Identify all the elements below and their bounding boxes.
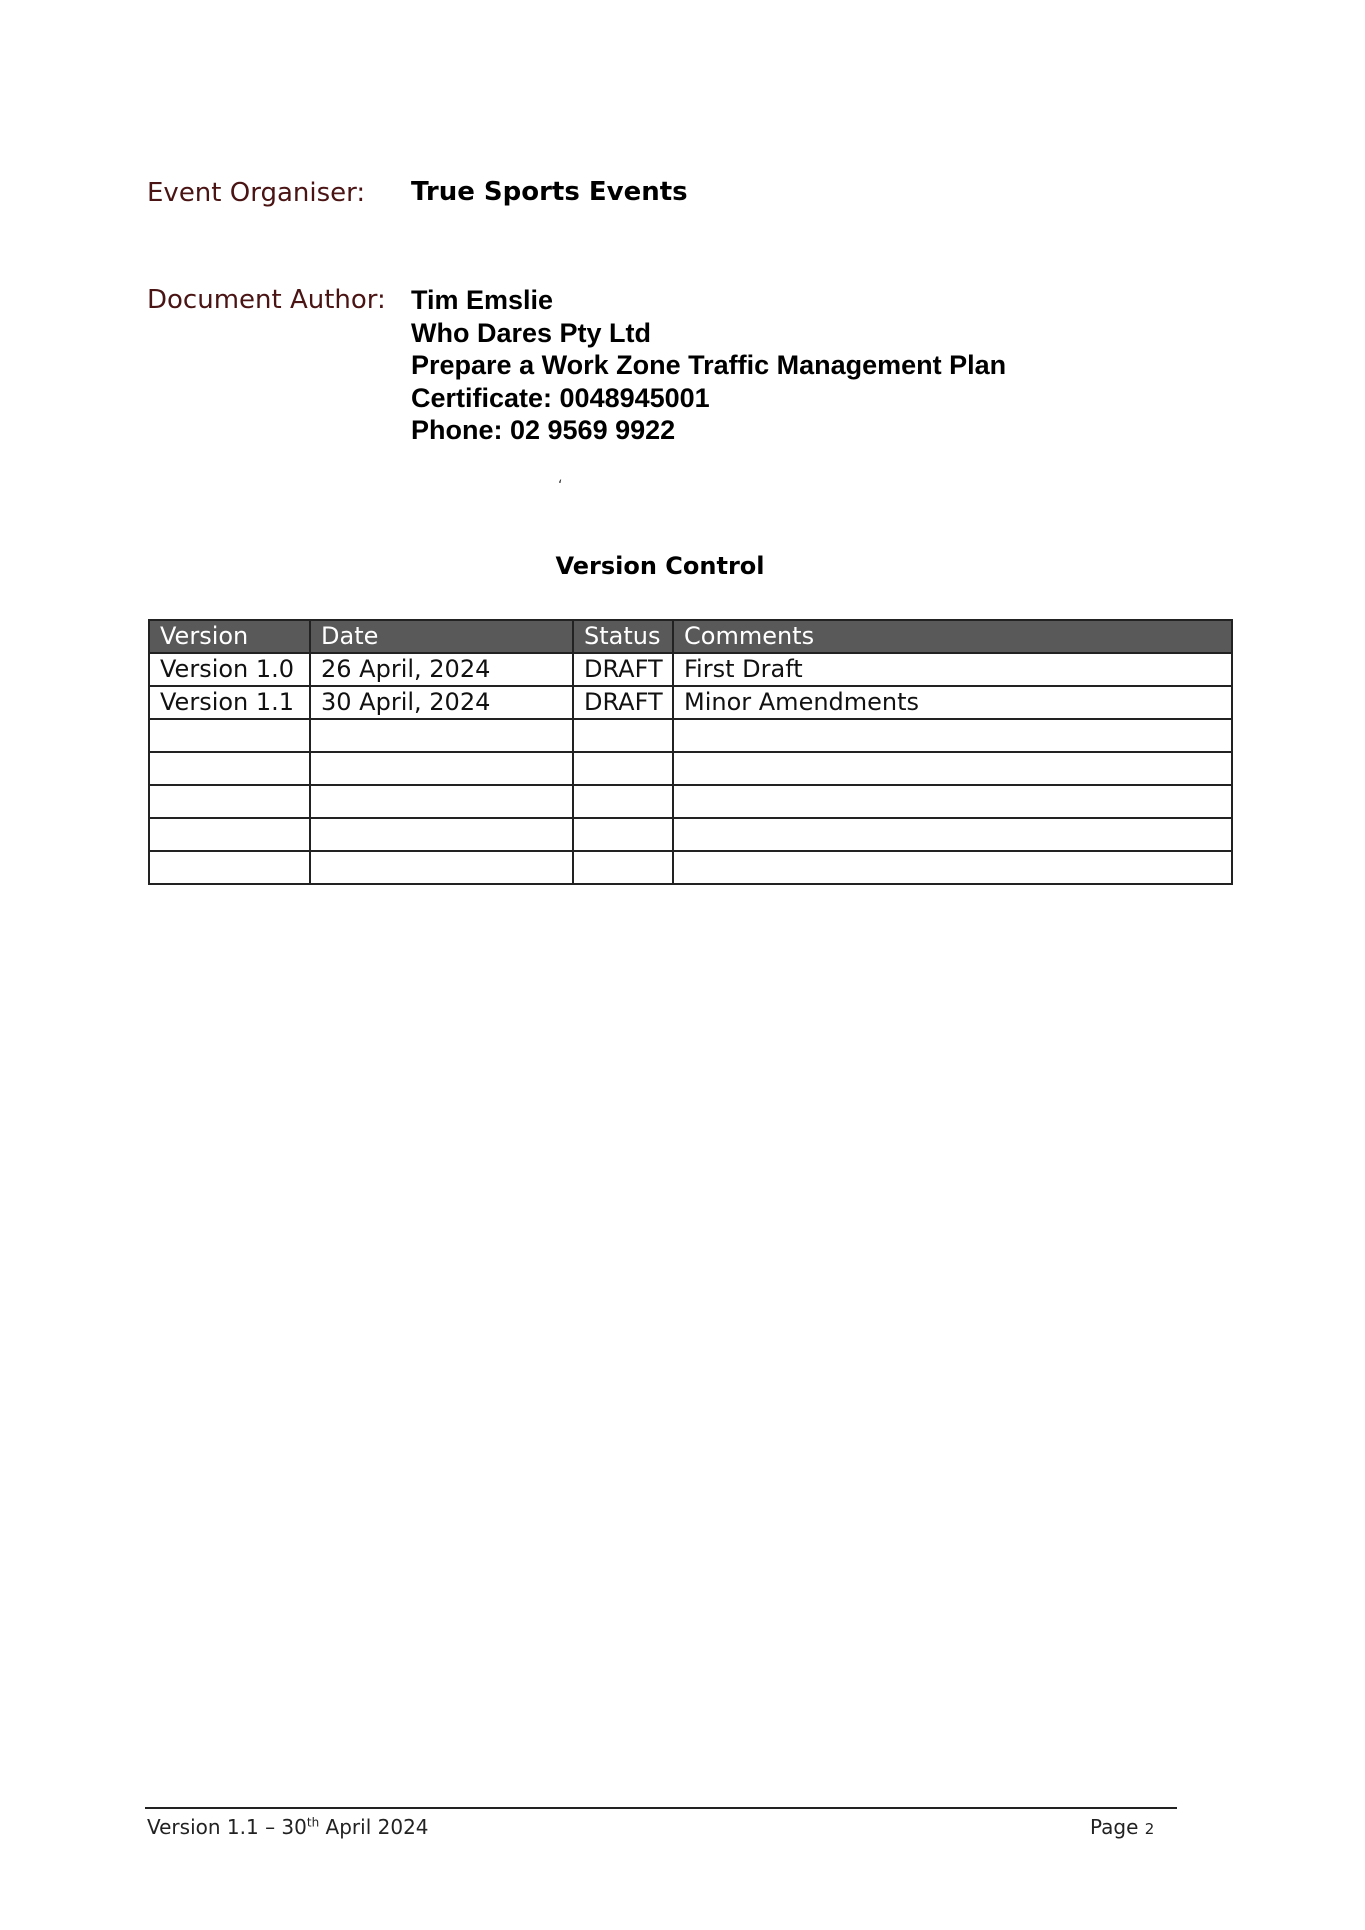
version-control-table: [148, 619, 1233, 885]
cell-status: DRAFT: [573, 686, 673, 719]
cell-comments: Minor Amendments: [673, 686, 1232, 719]
author-certificate: Certificate: 0048945001: [411, 382, 710, 413]
table-row: [149, 752, 1232, 785]
table-row: [149, 653, 1232, 686]
cell-status: DRAFT: [573, 653, 673, 686]
table-row: [149, 818, 1232, 851]
cell-comments: [673, 851, 1232, 884]
cell-comments: [673, 752, 1232, 785]
cell-version: Version 1.0: [149, 653, 310, 686]
cell-status: [573, 851, 673, 884]
column-header-version: Version: [149, 620, 310, 653]
cell-version: [149, 719, 310, 752]
footer-page-digit: 2: [1144, 1820, 1155, 1838]
cell-comments: First Draft: [673, 653, 1232, 686]
table-row: [149, 785, 1232, 818]
event-organiser-label: Event Organiser:: [147, 178, 366, 208]
cell-date: [310, 752, 573, 785]
footer-version-date: [147, 1815, 429, 1839]
cell-date: 30 April, 2024: [310, 686, 573, 719]
footer-version-prefix: Version 1.1 – 30: [147, 1815, 307, 1839]
footer-page-number: [1090, 1815, 1154, 1839]
author-qualification: Prepare a Work Zone Traffic Management Plan: [411, 350, 1007, 380]
footer-page-label: Page: [1090, 1815, 1145, 1839]
cell-version: [149, 818, 310, 851]
cell-comments: [673, 785, 1232, 818]
cell-version: Version 1.1: [149, 686, 310, 719]
cell-version: [149, 851, 310, 884]
author-company: Who Dares Pty Ltd: [411, 317, 652, 348]
author-name: Tim Emslie: [411, 285, 554, 315]
cell-date: [310, 851, 573, 884]
footer-ordinal-suffix: th: [306, 1815, 320, 1830]
cell-status: [573, 818, 673, 851]
cell-status: [573, 785, 673, 818]
table-row: [149, 719, 1232, 752]
footer-version-suffix: April 2024: [319, 1815, 429, 1839]
cell-status: [573, 719, 673, 752]
column-header-comments: Comments: [673, 620, 1232, 653]
cell-version: [149, 752, 310, 785]
cell-status: [573, 752, 673, 785]
cell-version: [149, 785, 310, 818]
cell-comments: [673, 719, 1232, 752]
cell-date: [310, 818, 573, 851]
cell-date: [310, 719, 573, 752]
version-control-title: Version Control: [555, 552, 765, 580]
footer-divider: [145, 1807, 1177, 1809]
cell-date: [310, 785, 573, 818]
event-organiser-value: True Sports Events: [411, 177, 688, 207]
cell-date: 26 April, 2024: [310, 653, 573, 686]
stray-quote-mark: ‘: [558, 478, 563, 494]
document-author-details: [411, 284, 1006, 447]
column-header-date: Date: [310, 620, 573, 653]
table-header-row: [149, 620, 1232, 653]
author-phone: Phone: 02 9569 9922: [411, 415, 676, 445]
table-row: [149, 851, 1232, 884]
column-header-status: Status: [573, 620, 673, 653]
table-row: [149, 686, 1232, 719]
cell-comments: [673, 818, 1232, 851]
document-author-label: Document Author:: [147, 285, 386, 315]
